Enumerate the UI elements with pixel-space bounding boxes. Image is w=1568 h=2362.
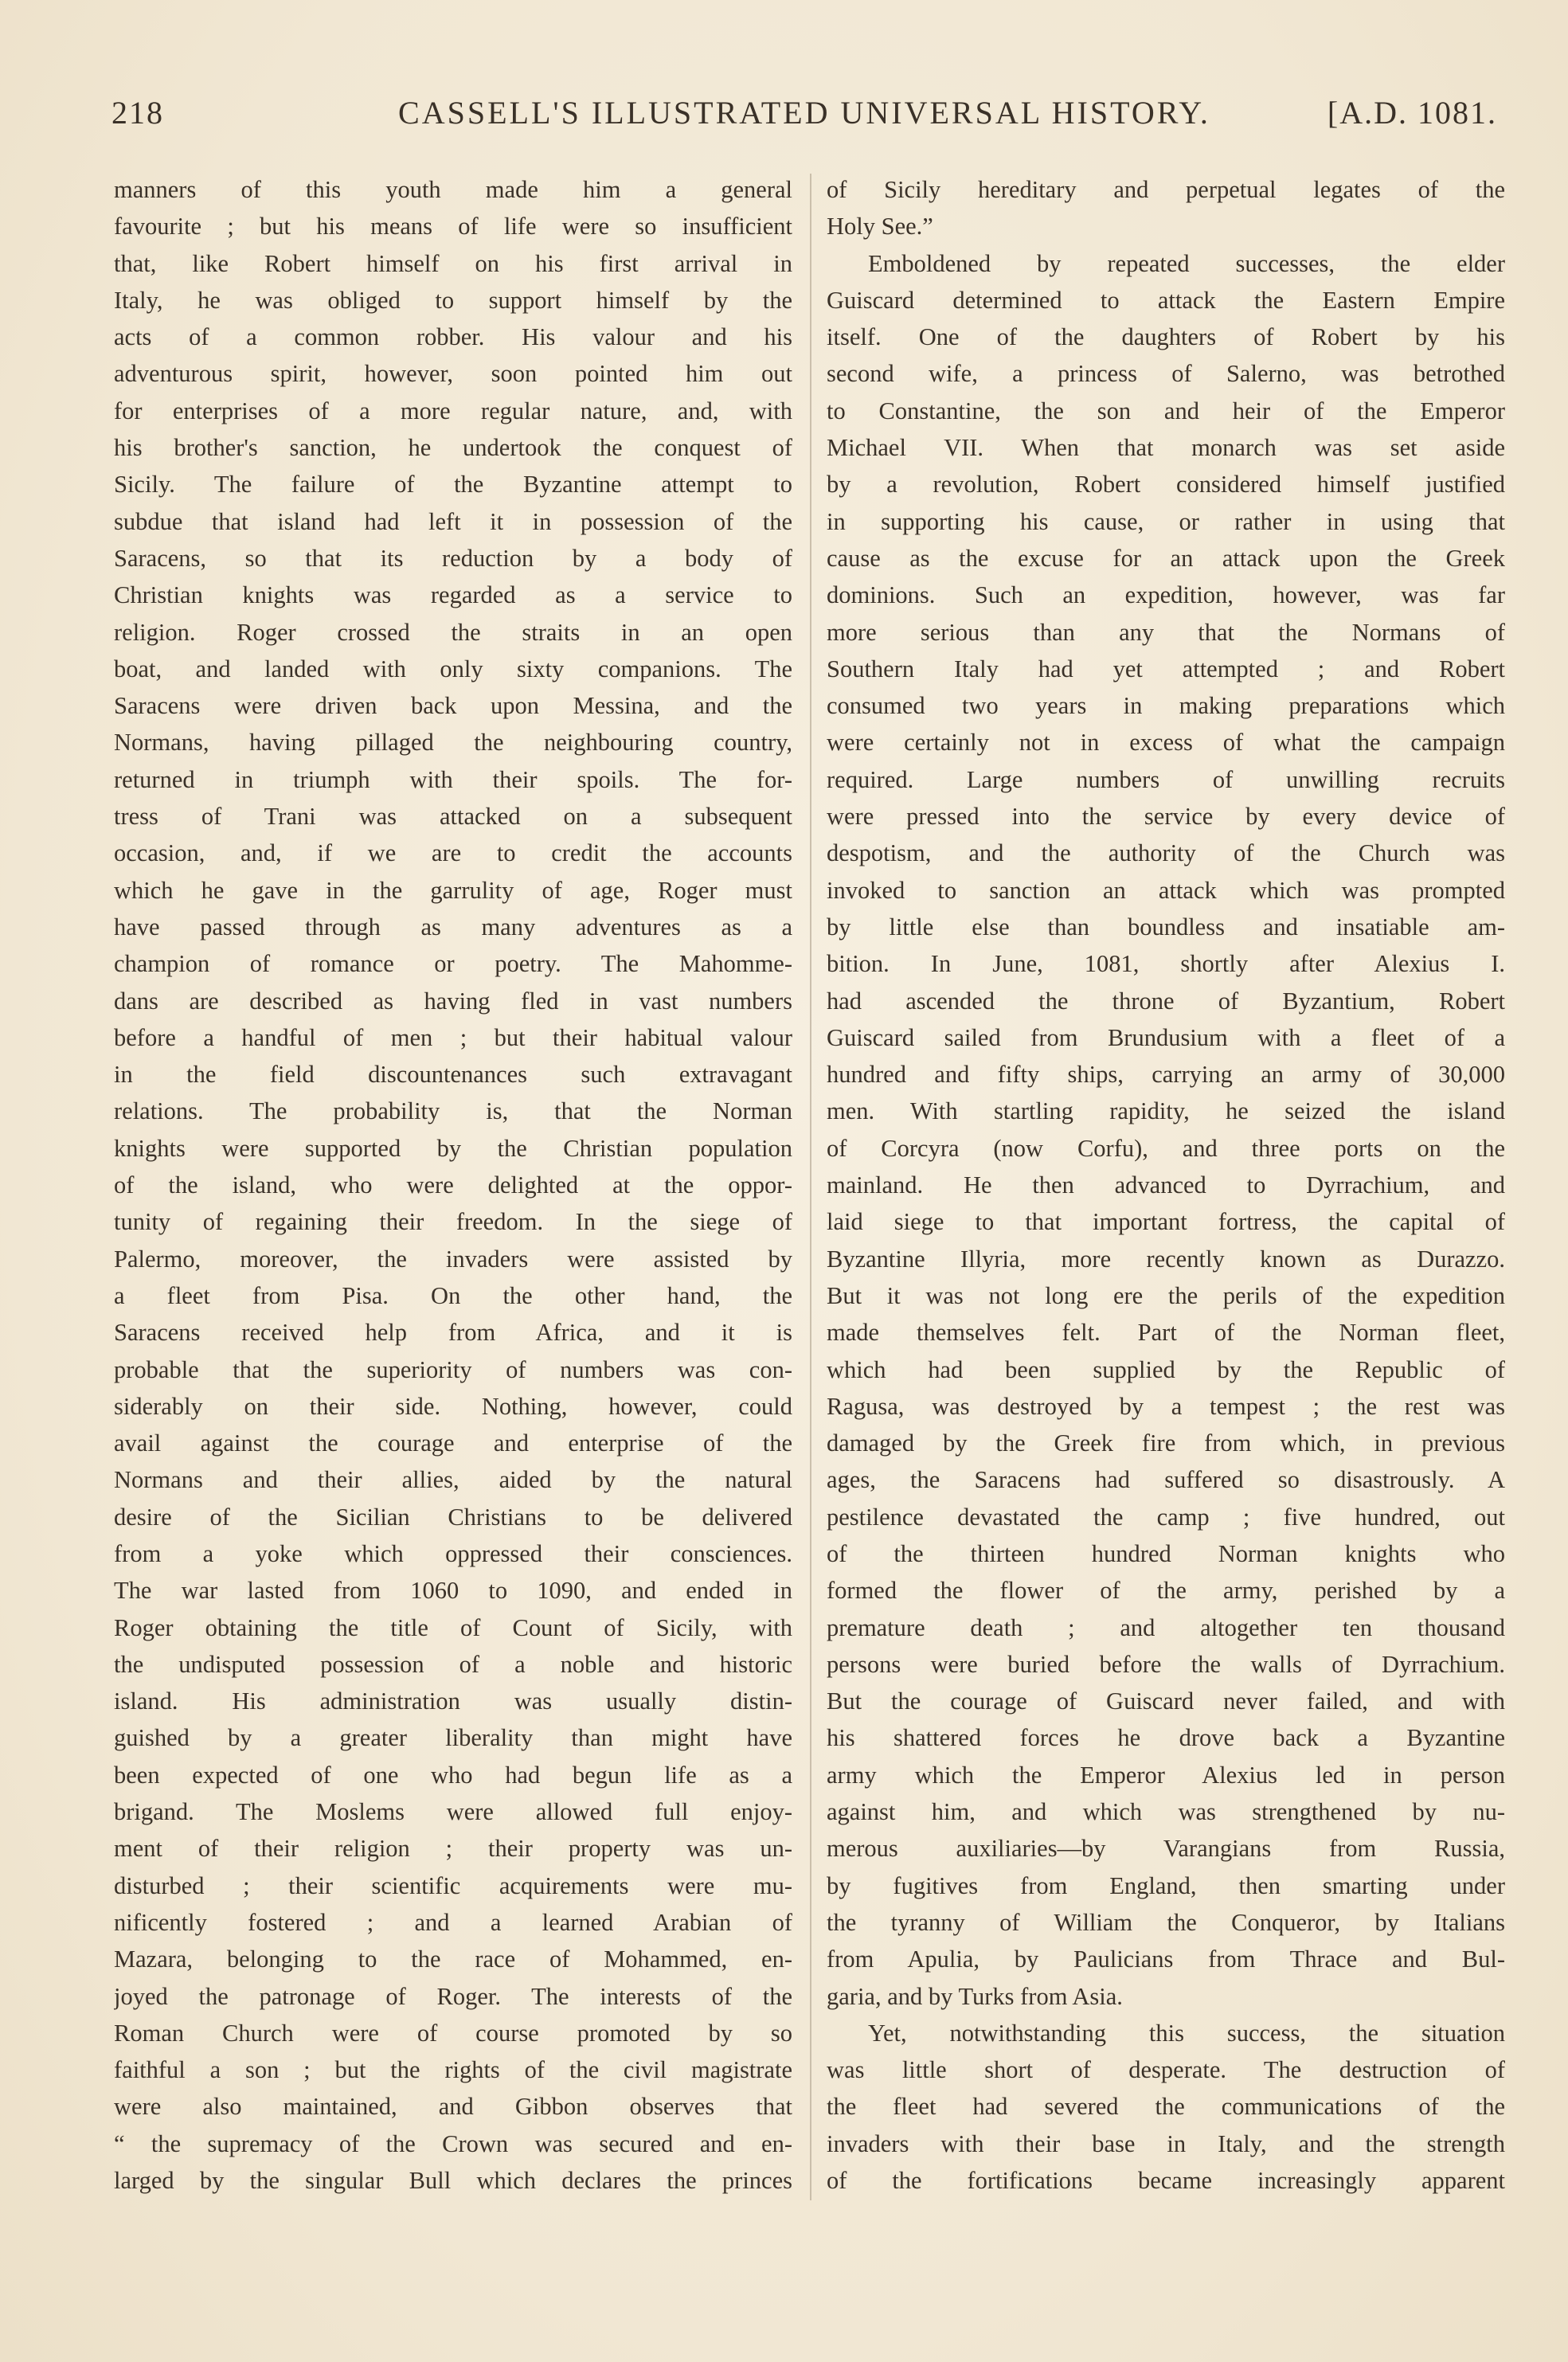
text-line: have passed through as many adventures as a [114,913,792,940]
text-line: favourite ; but his means of life were so insufficient [114,213,792,241]
text-line: his brother's sanction, he undertook the conquest of [114,434,792,462]
text-line: of the island, who were delighted at the oppor- [114,1171,792,1199]
column-divider [810,174,811,2200]
text-line: cause as the excuse for an attack upon the Greek [827,544,1505,572]
text-line: for enterprises of a more regular nature, and, with [114,397,792,424]
left-text-column [114,171,792,2199]
text-line: second wife, a princess of Salerno, was betrothed [827,360,1505,388]
text-line: Mazara, belonging to the race of Mohammed, en- [114,1946,792,1973]
text-line: Saracens, so that its reduction by a body of [114,544,792,572]
text-line: were also maintained, and Gibbon observes that [114,2093,792,2121]
text-line: ment of their religion ; their property was un- [114,1835,792,1863]
text-line: from a yoke which oppressed their consciences. [114,1539,792,1567]
text-line: ages, the Saracens had suffered so disastrously. A [827,1466,1505,1494]
text-line: were pressed into the service by every device of [827,803,1505,831]
text-line: Palermo, moreover, the invaders were assisted by [114,1245,792,1273]
text-line: tunity of regaining their freedom. In the siege of [114,1208,792,1236]
text-line: champion of romance or poetry. The Mahomme- [114,950,792,978]
text-line: siderably on their side. Nothing, however, could [114,1392,792,1420]
page-number: 218 [111,95,164,131]
text-line: damaged by the Greek fire from which, in previous [827,1429,1505,1457]
text-line: subdue that island had left it in possession of the [114,507,792,535]
text-line: boat, and landed with only sixty companions. The [114,655,792,682]
text-line: the fleet had severed the communications of the [827,2093,1505,2121]
text-line: from Apulia, by Paulicians from Thrace and Bul- [827,1946,1505,1973]
text-line: that, like Robert himself on his first arrival in [114,249,792,277]
text-line: relations. The probability is, that the Norman [114,1097,792,1125]
text-line: faithful a son ; but the rights of the civil magistrate [114,2056,792,2084]
text-line: knights were supported by the Christian population [114,1134,792,1162]
text-line: laid siege to that important fortress, the capital of [827,1208,1505,1236]
text-line: dans are described as having fled in vast numbers [114,987,792,1015]
text-line: which had been supplied by the Republic of [827,1355,1505,1383]
text-line: Yet, notwithstanding this success, the situation [868,2019,1505,2047]
text-line: bition. In June, 1081, shortly after Alexius I. [827,950,1505,978]
text-line: Guiscard determined to attack the Eastern Empire [827,286,1505,314]
running-head [111,94,1497,142]
text-line: island. His administration was usually distin- [114,1687,792,1715]
right-text-column [827,171,1505,2199]
text-line: tress of Trani was attacked on a subsequent [114,803,792,831]
text-line: “ the supremacy of the Crown was secured and en- [114,2129,792,2157]
text-line: by fugitives from England, then smarting under [827,1871,1505,1899]
text-line: a fleet from Pisa. On the other hand, the [114,1281,792,1309]
text-line: by little else than boundless and insatiable am- [827,913,1505,940]
text-line: before a handful of men ; but their habitual valour [114,1023,792,1051]
text-line: army which the Emperor Alexius led in person [827,1761,1505,1789]
text-line: desire of the Sicilian Christians to be delivered [114,1503,792,1531]
text-line: had ascended the throne of Byzantium, Robert [827,987,1505,1015]
text-line: Normans and their allies, aided by the natural [114,1466,792,1494]
running-title: CASSELL'S ILLUSTRATED UNIVERSAL HISTORY. [398,95,1210,131]
text-line: mainland. He then advanced to Dyrrachium, and [827,1171,1505,1199]
text-line: were certainly not in excess of what the campaign [827,729,1505,757]
text-line: Sicily. The failure of the Byzantine attempt to [114,471,792,499]
text-line: the undisputed possession of a noble and historic [114,1650,792,1678]
text-line: nificently fostered ; and a learned Arabian of [114,1908,792,1936]
text-line: itself. One of the daughters of Robert by his [827,323,1505,351]
text-line: adventurous spirit, however, soon pointed him out [114,360,792,388]
text-line: persons were buried before the walls of Dyrrachium. [827,1650,1505,1678]
text-line: invoked to sanction an attack which was prompted [827,876,1505,904]
text-line: by a revolution, Robert considered himself justified [827,471,1505,499]
text-line: Southern Italy had yet attempted ; and Robert [827,655,1505,682]
text-line: men. With startling rapidity, he seized the island [827,1097,1505,1125]
text-line: made themselves felt. Part of the Norman fleet, [827,1319,1505,1347]
text-line: manners of this youth made him a general [114,176,792,203]
text-line: Holy See.” [827,213,933,241]
text-line: against him, and which was strengthened by nu- [827,1798,1505,1826]
text-line: of the thirteen hundred Norman knights who [827,1539,1505,1567]
text-line: But the courage of Guiscard never failed, and with [827,1687,1505,1715]
text-line: avail against the courage and enterprise of the [114,1429,792,1457]
text-line: his shattered forces he drove back a Byzantine [827,1724,1505,1752]
text-line: Saracens were driven back upon Messina, and the [114,692,792,720]
text-line: of the fortifications became increasingly apparent [827,2167,1505,2195]
text-line: Guiscard sailed from Brundusium with a fleet of a [827,1023,1505,1051]
text-line: garia, and by Turks from Asia. [827,1982,1123,2010]
text-line: joyed the patronage of Roger. The interests of the [114,1982,792,2010]
text-line: of Corcyra (now Corfu), and three ports on the [827,1134,1505,1162]
text-line: But it was not long ere the perils of the expedition [827,1281,1505,1309]
text-line: dominions. Such an expedition, however, was far [827,581,1505,609]
text-line: probable that the superiority of numbers was con- [114,1355,792,1383]
text-line: in supporting his cause, or rather in using that [827,507,1505,535]
text-line: Roger obtaining the title of Count of Sicily, with [114,1613,792,1641]
text-line: was little short of desperate. The destruction of [827,2056,1505,2084]
text-line: more serious than any that the Normans of [827,618,1505,646]
text-line: in the field discountenances such extravagant [114,1061,792,1089]
text-line: brigand. The Moslems were allowed full enjoy- [114,1798,792,1826]
text-line: Italy, he was obliged to support himself by the [114,286,792,314]
text-line: returned in triumph with their spoils. The for- [114,765,792,793]
text-line: hundred and fifty ships, carrying an army of 30,000 [827,1061,1505,1089]
text-line: religion. Roger crossed the straits in an open [114,618,792,646]
text-line: Roman Church were of course promoted by so [114,2019,792,2047]
text-line: Normans, having pillaged the neighbouring country, [114,729,792,757]
text-line: Christian knights was regarded as a service to [114,581,792,609]
text-line: required. Large numbers of unwilling recruits [827,765,1505,793]
text-line: The war lasted from 1060 to 1090, and ended in [114,1577,792,1605]
text-line: despotism, and the authority of the Church was [827,839,1505,867]
text-line: Michael VII. When that monarch was set aside [827,434,1505,462]
text-line: larged by the singular Bull which declares the princes [114,2167,792,2195]
text-line: Ragusa, was destroyed by a tempest ; the rest was [827,1392,1505,1420]
text-line: premature death ; and altogether ten thousand [827,1613,1505,1641]
text-line: pestilence devastated the camp ; five hundred, out [827,1503,1505,1531]
text-line: Byzantine Illyria, more recently known as Durazzo. [827,1245,1505,1273]
text-line: disturbed ; their scientific acquirements were mu- [114,1871,792,1899]
text-line: consumed two years in making preparations which [827,692,1505,720]
text-line: the tyranny of William the Conqueror, by Italians [827,1908,1505,1936]
text-line: guished by a greater liberality than might have [114,1724,792,1752]
text-line: which he gave in the garrulity of age, Roger must [114,876,792,904]
text-line: occasion, and, if we are to credit the accounts [114,839,792,867]
text-line: been expected of one who had begun life as a [114,1761,792,1789]
text-line: invaders with their base in Italy, and the strength [827,2129,1505,2157]
running-date: [A.D. 1081. [1327,95,1497,131]
text-line: merous auxiliaries—by Varangians from Russia, [827,1835,1505,1863]
text-line: Saracens received help from Africa, and it is [114,1319,792,1347]
text-line: to Constantine, the son and heir of the Emperor [827,397,1505,424]
text-line: acts of a common robber. His valour and his [114,323,792,351]
text-line: of Sicily hereditary and perpetual legates of the [827,176,1505,203]
text-line: formed the flower of the army, perished by a [827,1577,1505,1605]
text-line: Emboldened by repeated successes, the elder [868,249,1505,277]
